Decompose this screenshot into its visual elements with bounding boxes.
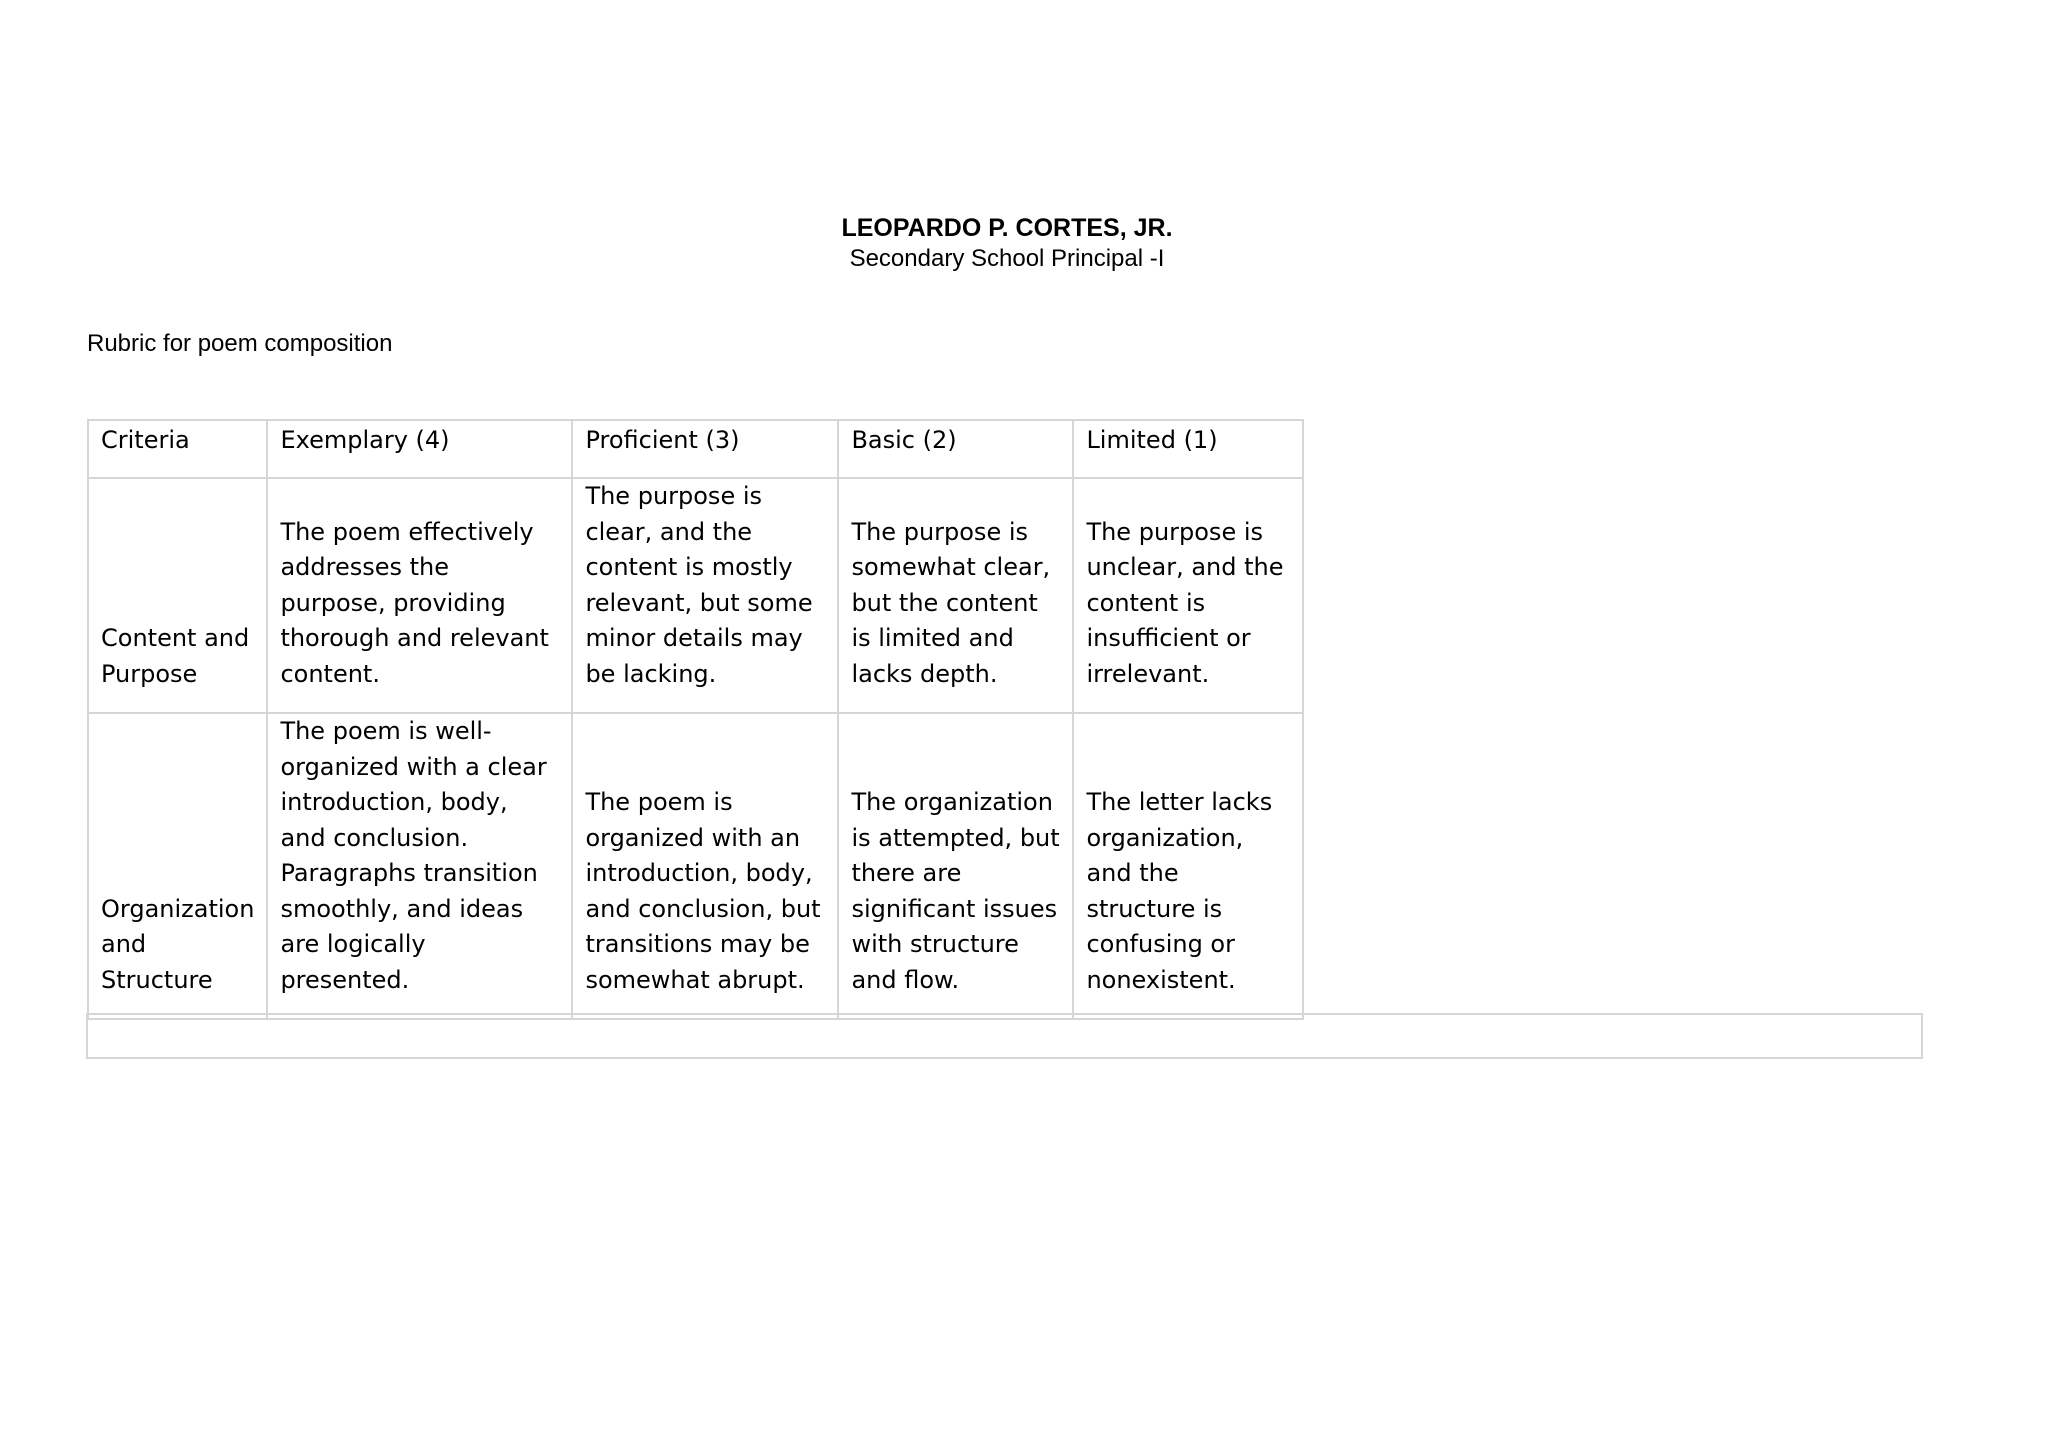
document-title: Rubric for poem composition	[87, 330, 393, 357]
basic-cell: The organization is attempted, but there are significant issues with structure and flow.	[838, 713, 1073, 1019]
proficient-cell: The poem is organized with an introduction, body, and conclusion, but transitions may be somewhat abrupt.	[572, 713, 838, 1019]
criteria-cell: Organization and Structure	[88, 713, 267, 1019]
header-exemplary: Exemplary (4)	[267, 420, 572, 478]
document-header	[0, 212, 2014, 274]
table-row	[88, 713, 1303, 1019]
exemplary-cell: The poem effectively addresses the purpose, providing thorough and relevant content.	[267, 478, 572, 713]
table-row	[88, 478, 1303, 713]
criteria-cell: Content and Purpose	[88, 478, 267, 713]
limited-cell: The purpose is unclear, and the content is insufficient or irrelevant.	[1073, 478, 1303, 713]
empty-footer-box	[86, 1013, 1923, 1059]
basic-cell: The purpose is somewhat clear, but the content is limited and lacks depth.	[838, 478, 1073, 713]
rubric-table	[87, 419, 1304, 1020]
exemplary-cell: The poem is well-organized with a clear introduction, body, and conclusion. Paragraphs transition smoothly, and ideas are logically presented.	[267, 713, 572, 1019]
limited-cell: The letter lacks organization, and the structure is confusing or nonexistent.	[1073, 713, 1303, 1019]
principal-role: Secondary School Principal -I	[849, 245, 1165, 272]
principal-name: LEOPARDO P. CORTES, JR.	[841, 214, 1173, 242]
header-proficient: Proficient (3)	[572, 420, 838, 478]
header-basic: Basic (2)	[838, 420, 1073, 478]
table-header-row	[88, 420, 1303, 478]
header-limited: Limited (1)	[1073, 420, 1303, 478]
header-criteria: Criteria	[88, 420, 267, 478]
proficient-cell: The purpose is clear, and the content is mostly relevant, but some minor details may be lacking.	[572, 478, 838, 713]
